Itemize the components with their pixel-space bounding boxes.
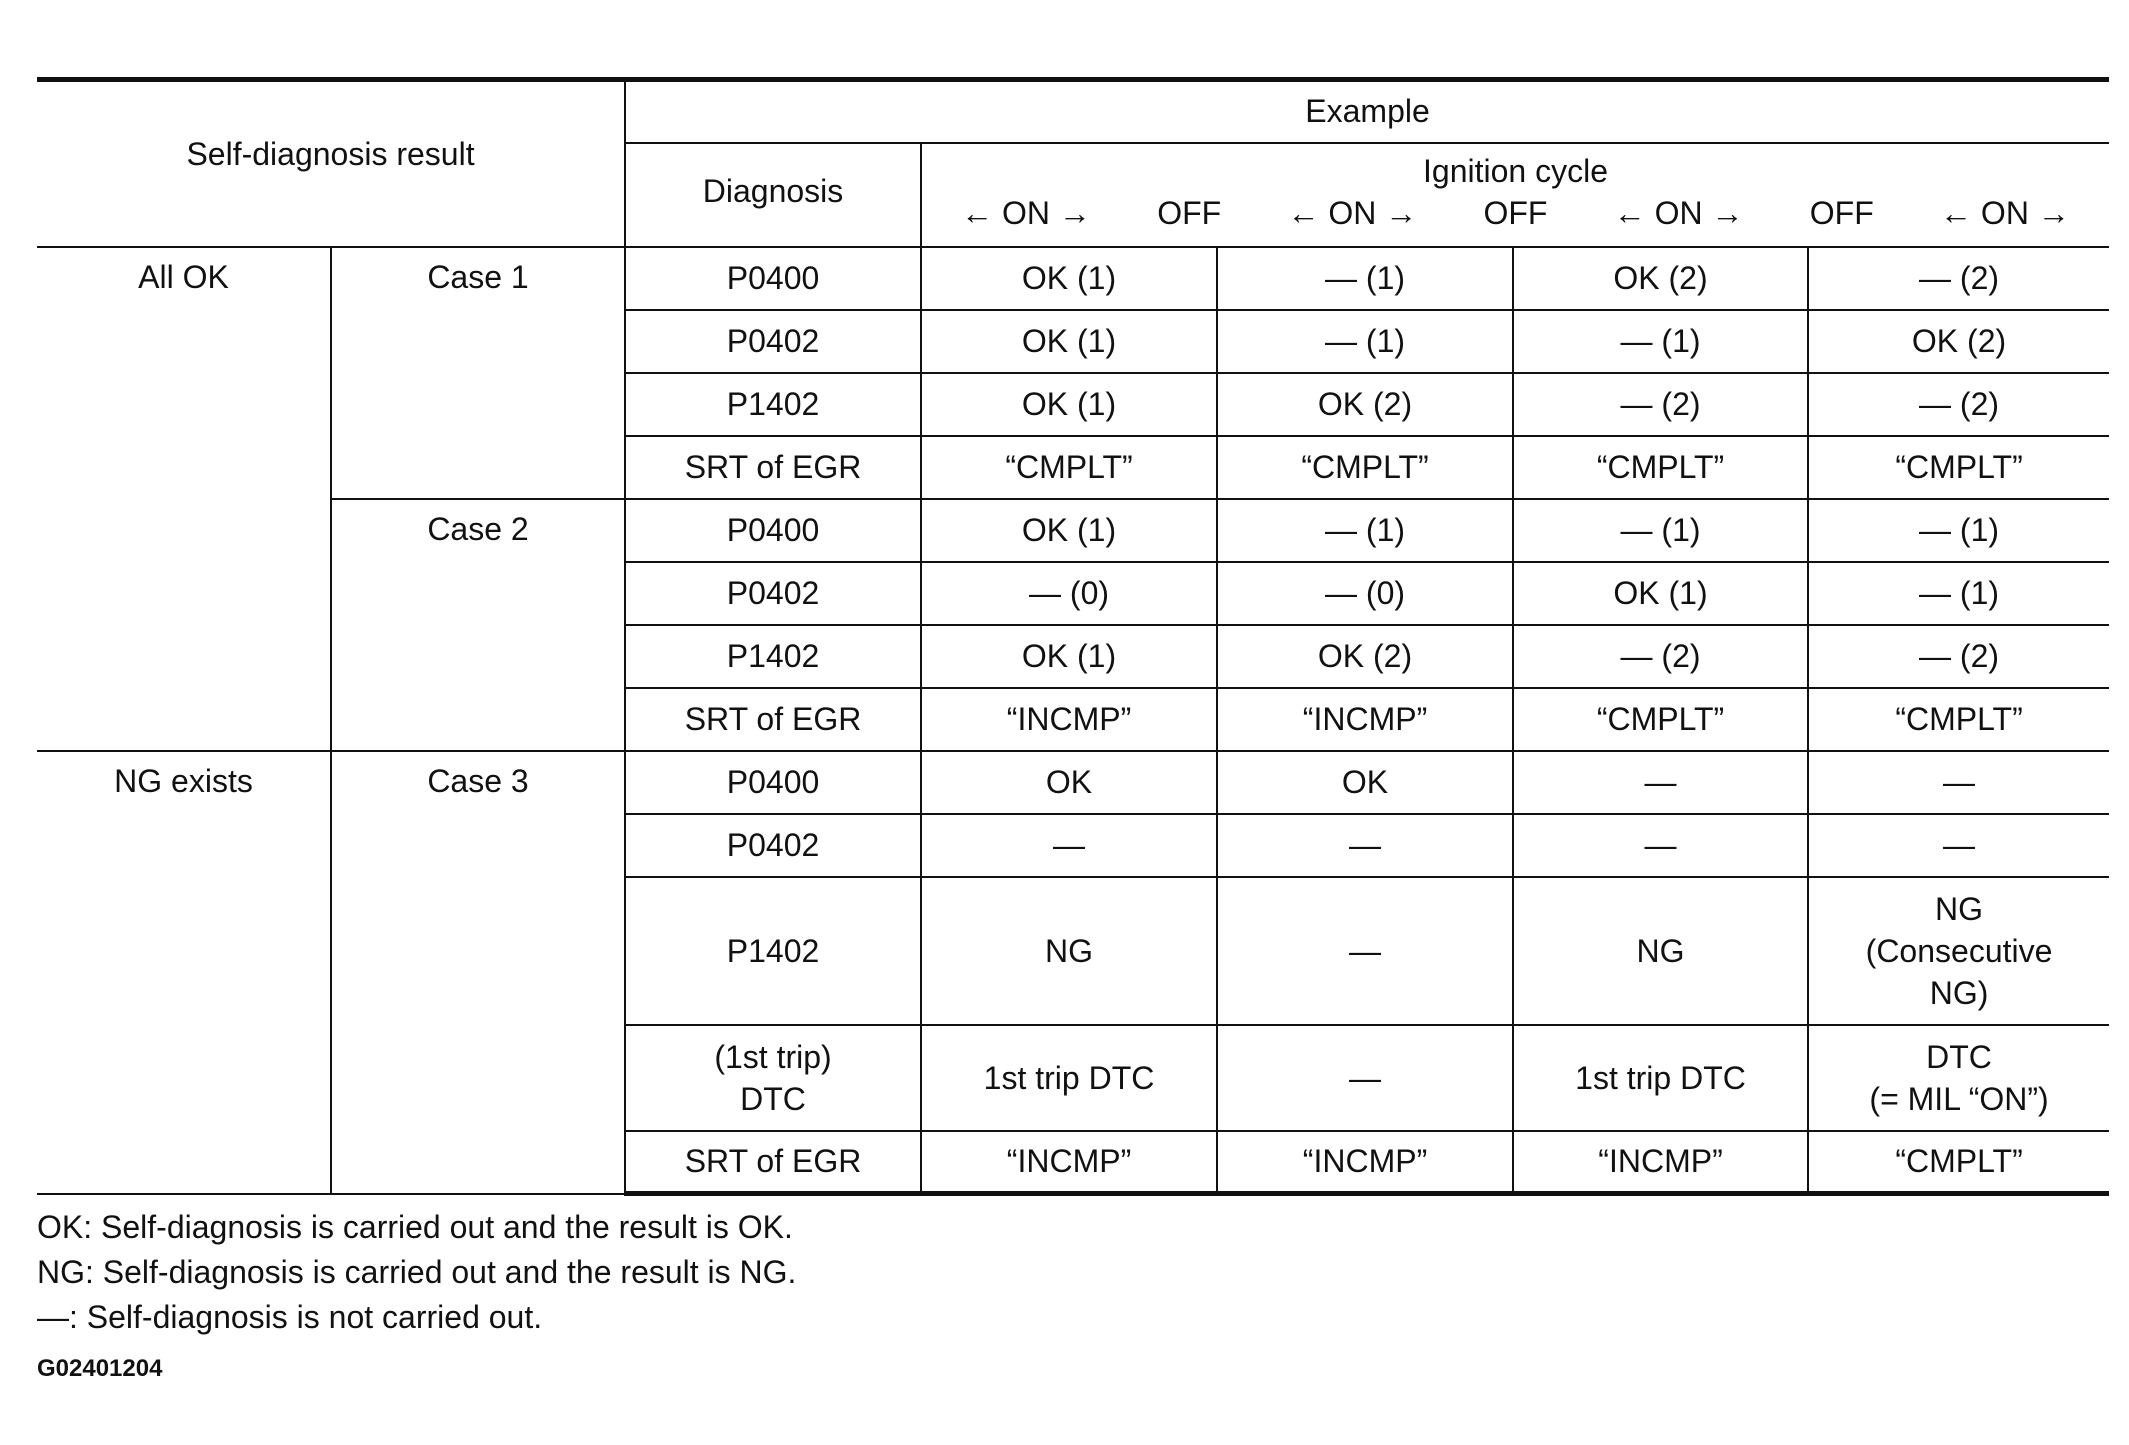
result-cell: “CMPLT” — [1808, 1131, 2109, 1194]
result-cell: OK (2) — [1808, 310, 2109, 373]
diagnosis-cell — [625, 1025, 921, 1131]
result-cell: — — [921, 814, 1217, 877]
example-header: Example — [625, 80, 2109, 143]
result-cell: OK (2) — [1217, 625, 1513, 688]
diagnosis-example-table — [37, 77, 2109, 1196]
result-cell: — (2) — [1808, 247, 2109, 310]
result-cell: — — [1513, 751, 1808, 814]
result-cell: — — [1217, 814, 1513, 877]
result-cell: “INCMP” — [1513, 1131, 1808, 1194]
self-diagnosis-result-header: Self-diagnosis result — [37, 80, 625, 247]
cycle-off-1: OFF — [1157, 194, 1222, 231]
diagnosis-cell: P0400 — [625, 247, 921, 310]
case-3: Case 3 — [331, 751, 625, 1194]
cycle-on-2: ← ON → — [1287, 194, 1418, 231]
ignition-cycle-label: Ignition cycle — [1423, 152, 1609, 189]
result-cell: 1st trip DTC — [1513, 1025, 1808, 1131]
result-cell: — (1) — [1217, 310, 1513, 373]
result-cell: “CMPLT” — [921, 436, 1217, 499]
result-cell: — — [1808, 814, 2109, 877]
result-cell: — (1) — [1217, 499, 1513, 562]
diagnosis-cell: SRT of EGR — [625, 688, 921, 751]
result-cell: — — [1217, 1025, 1513, 1131]
result-cell: — (2) — [1808, 373, 2109, 436]
result-cell: — (0) — [921, 562, 1217, 625]
result-cell: — (2) — [1513, 373, 1808, 436]
cycle-off-3: OFF — [1809, 194, 1874, 231]
result-cell-line: (Consecutive — [1865, 932, 2053, 969]
case-1: Case 1 — [331, 247, 625, 499]
result-cell: — (2) — [1808, 625, 2109, 688]
note-dash: —: Self-diagnosis is not carried out. — [37, 1299, 543, 1335]
result-cell: — (1) — [1513, 499, 1808, 562]
diagnosis-header: Diagnosis — [625, 143, 921, 247]
diagnosis-cell: P0400 — [625, 751, 921, 814]
case-2: Case 2 — [331, 499, 625, 751]
result-cell: OK (1) — [921, 247, 1217, 310]
result-cell: “INCMP” — [921, 1131, 1217, 1194]
diagnosis-cell: P0402 — [625, 814, 921, 877]
result-cell: OK (2) — [1513, 247, 1808, 310]
table-row — [37, 751, 2109, 814]
result-cell: OK — [921, 751, 1217, 814]
result-cell: “CMPLT” — [1513, 688, 1808, 751]
result-cell: — — [1808, 751, 2109, 814]
result-cell-line: NG) — [1929, 974, 1989, 1011]
result-cell: “INCMP” — [1217, 1131, 1513, 1194]
result-cell: OK (2) — [1217, 373, 1513, 436]
cycle-on-1: ← ON → — [961, 194, 1091, 231]
result-cell: NG — [1513, 877, 1808, 1025]
ignition-cycle-header — [921, 143, 2109, 247]
result-cell: — (2) — [1513, 625, 1808, 688]
result-cell — [1808, 877, 2109, 1025]
table-row — [37, 499, 2109, 562]
note-ng: NG: Self-diagnosis is carried out and the result is NG. — [37, 1254, 797, 1290]
result-cell-line: (= MIL “ON”) — [1869, 1080, 2049, 1117]
result-cell: “INCMP” — [1217, 688, 1513, 751]
result-cell: — — [1217, 877, 1513, 1025]
diagnosis-cell: P0400 — [625, 499, 921, 562]
result-cell: “CMPLT” — [1217, 436, 1513, 499]
result-cell: OK (1) — [921, 373, 1217, 436]
result-cell: OK (1) — [921, 499, 1217, 562]
result-cell: “CMPLT” — [1513, 436, 1808, 499]
result-cell: — (1) — [1808, 499, 2109, 562]
diagnosis-cell-line: DTC — [740, 1080, 806, 1117]
result-cell: “INCMP” — [921, 688, 1217, 751]
result-cell: “CMPLT” — [1808, 436, 2109, 499]
result-cell-line: DTC — [1926, 1038, 1992, 1075]
diagnosis-cell: P0402 — [625, 310, 921, 373]
cycle-on-4: ← ON → — [1940, 194, 2070, 231]
result-cell: — (1) — [1217, 247, 1513, 310]
result-cell: NG — [921, 877, 1217, 1025]
result-cell-line: NG — [1935, 890, 1984, 927]
diagnosis-cell: P1402 — [625, 625, 921, 688]
diagnosis-cell: SRT of EGR — [625, 436, 921, 499]
result-cell: “CMPLT” — [1808, 688, 2109, 751]
group-all-ok: All OK — [37, 247, 331, 751]
diagnosis-cell: SRT of EGR — [625, 1131, 921, 1194]
result-cell: OK (1) — [1513, 562, 1808, 625]
result-cell: — (0) — [1217, 562, 1513, 625]
result-cell: 1st trip DTC — [921, 1025, 1217, 1131]
legend-notes — [37, 1205, 796, 1340]
diagnosis-cell: P0402 — [625, 562, 921, 625]
diagnosis-cell: P1402 — [625, 877, 921, 1025]
result-cell — [1808, 1025, 2109, 1131]
diagnosis-cell: P1402 — [625, 373, 921, 436]
table-row — [37, 247, 2109, 310]
ignition-cycle-sequence — [922, 192, 2109, 234]
result-cell: OK (1) — [921, 625, 1217, 688]
cycle-on-3: ← ON → — [1613, 194, 1744, 231]
diagnosis-cell-line: (1st trip) — [714, 1038, 832, 1075]
cycle-off-2: OFF — [1483, 194, 1548, 231]
figure-id: G02401204 — [37, 1355, 163, 1382]
result-cell: OK — [1217, 751, 1513, 814]
group-ng-exists: NG exists — [37, 751, 331, 1194]
result-cell: OK (1) — [921, 310, 1217, 373]
result-cell: — (1) — [1513, 310, 1808, 373]
result-cell: — (1) — [1808, 562, 2109, 625]
note-ok: OK: Self-diagnosis is carried out and the result is OK. — [37, 1209, 793, 1245]
result-cell: — — [1513, 814, 1808, 877]
